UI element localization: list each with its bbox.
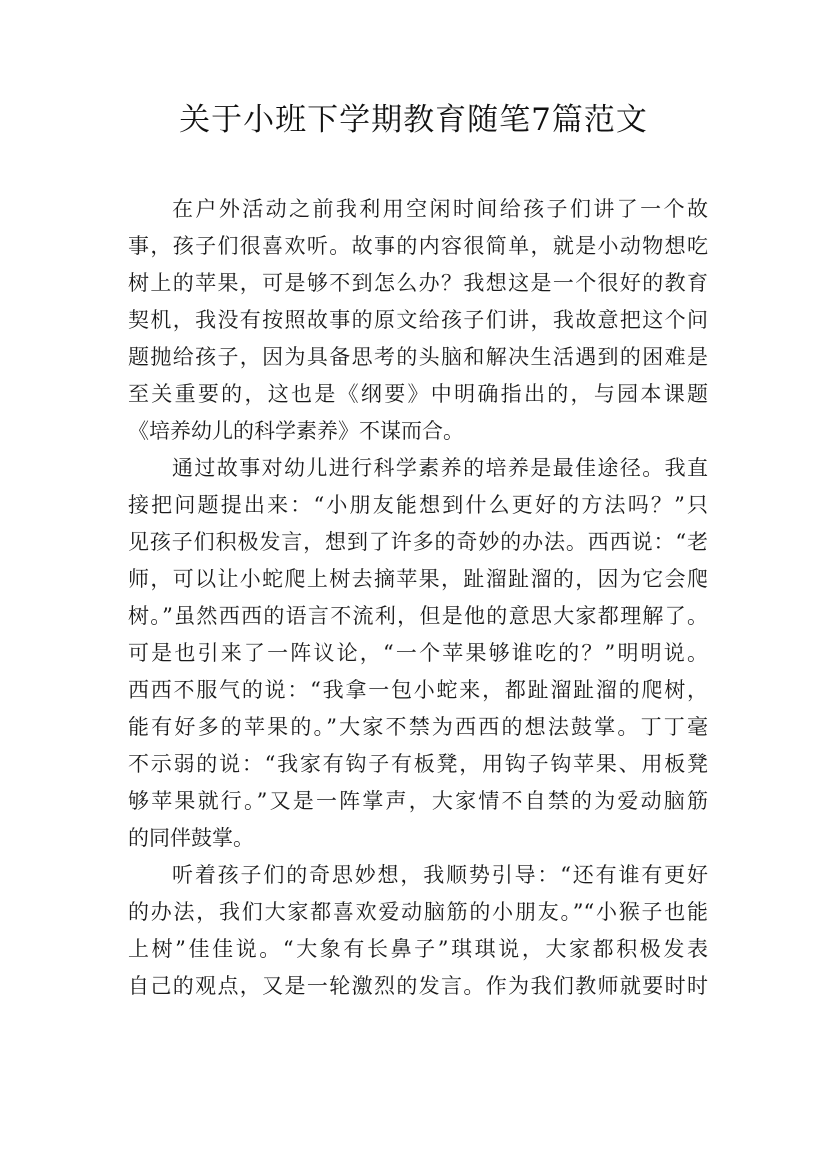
document-title: 关于小班下学期教育随笔7篇范文 [179, 102, 648, 138]
document-body [128, 191, 708, 1005]
text-line: 听着孩子们的奇思妙想，我顺势引导：“还有谁有更好 [172, 863, 708, 887]
text-line: 西西不服气的说：“我拿一包小蛇来，都趾溜趾溜的爬树， [128, 678, 708, 702]
text-line: 树。”虽然西西的语言不流利，但是他的意思大家都理解了。 [128, 604, 708, 628]
text-line: 至关重要的，这也是《纲要》中明确指出的，与园本课题 [128, 382, 708, 406]
paragraph-1 [128, 191, 708, 450]
paragraph-3 [128, 857, 708, 1005]
text-line: 的同伴鼓掌。 [128, 826, 254, 850]
text-line: 够苹果就行。”又是一阵掌声，大家情不自禁的为爱动脑筋 [128, 789, 708, 813]
text-line: 自己的观点，又是一轮激烈的发言。作为我们教师就要时时 [128, 974, 708, 998]
paragraph-2 [128, 450, 708, 857]
text-line: 通过故事对幼儿进行科学素养的培养是最佳途径。我直 [172, 456, 708, 480]
text-line: 上树”佳佳说。“大象有长鼻子”琪琪说，大家都积极发表 [128, 937, 708, 961]
text-line: 接把问题提出来：“小朋友能想到什么更好的方法吗？”只 [128, 493, 708, 517]
text-line: 的办法，我们大家都喜欢爱动脑筋的小朋友。”“小猴子也能 [128, 900, 708, 924]
text-line: 事，孩子们很喜欢听。故事的内容很简单，就是小动物想吃 [128, 234, 708, 258]
text-line: 树上的苹果，可是够不到怎么办？我想这是一个很好的教育 [128, 271, 708, 295]
text-line: 题抛给孩子，因为具备思考的头脑和解决生活遇到的困难是 [128, 345, 708, 369]
text-line: 能有好多的苹果的。”大家不禁为西西的想法鼓掌。丁丁毫 [128, 715, 708, 739]
text-line: 在户外活动之前我利用空闲时间给孩子们讲了一个故 [172, 197, 708, 221]
text-line: 不示弱的说：“我家有钩子有板凳，用钩子钩苹果、用板凳 [128, 752, 708, 776]
text-line: 可是也引来了一阵议论，“一个苹果够谁吃的？”明明说。 [128, 641, 708, 665]
text-line: 《培养幼儿的科学素养》不谋而合。 [128, 419, 464, 443]
text-line: 见孩子们积极发言，想到了许多的奇妙的办法。西西说：“老 [128, 530, 708, 554]
text-line: 师，可以让小蛇爬上树去摘苹果，趾溜趾溜的，因为它会爬 [128, 567, 708, 591]
text-line: 契机，我没有按照故事的原文给孩子们讲，我故意把这个问 [128, 308, 708, 332]
